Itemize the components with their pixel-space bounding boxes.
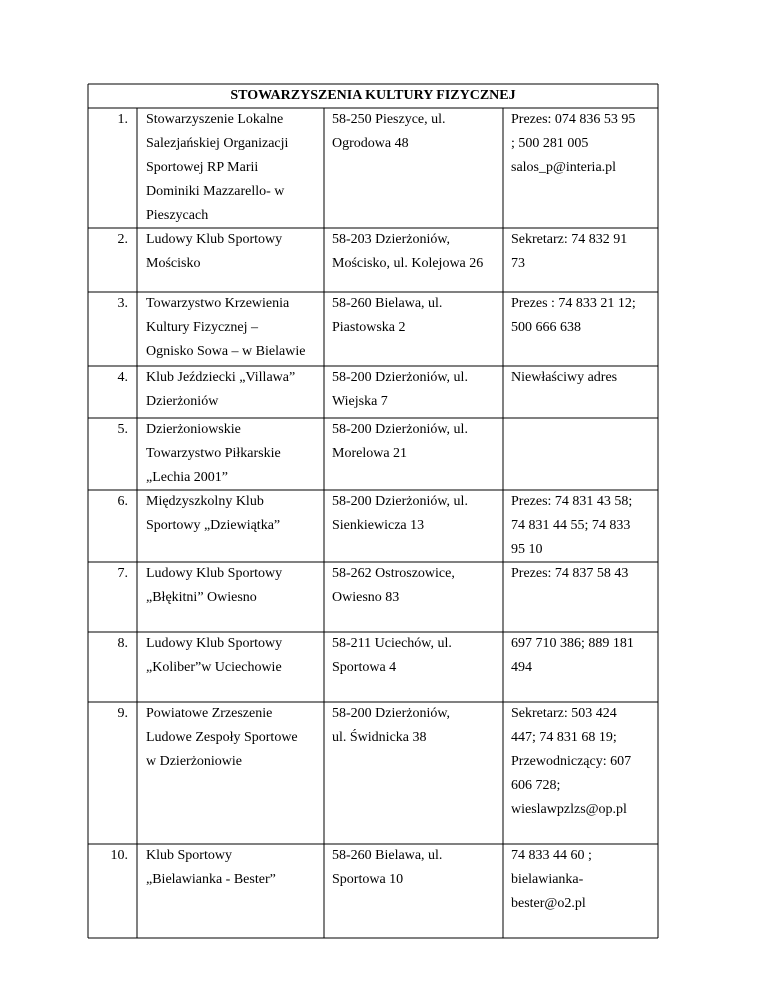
organization-name-line: Ludowe Zespoły Sportowe <box>146 730 298 745</box>
contact-line: 606 728; <box>511 778 561 793</box>
organization-name-line: Międzyszkolny Klub <box>146 494 264 509</box>
contact-line: 697 710 386; 889 181 <box>511 636 634 651</box>
contact-line: Sekretarz: 74 832 91 <box>511 232 628 247</box>
organization-name-line: Ludowy Klub Sportowy <box>146 636 283 651</box>
address-line: 58-260 Bielawa, ul. <box>332 296 443 311</box>
address-line: 58-250 Pieszyce, ul. <box>332 112 446 127</box>
row-number: 10. <box>110 848 128 863</box>
contact-email[interactable]: salos_p@interia.pl <box>511 160 617 175</box>
organization-name-line: Stowarzyszenie Lokalne <box>146 112 284 127</box>
contact-line: Sekretarz: 503 424 <box>511 706 617 721</box>
organization-name-line: Ludowy Klub Sportowy <box>146 566 283 581</box>
address-line: 58-260 Bielawa, ul. <box>332 848 443 863</box>
address-line: 58-211 Uciechów, ul. <box>332 636 452 651</box>
organization-name-line: Dzierżoniowskie <box>146 422 241 437</box>
contact-line: 494 <box>511 660 532 675</box>
address-line: 58-200 Dzierżoniów, ul. <box>332 370 468 385</box>
contact-line: Prezes: 74 837 58 43 <box>511 566 629 581</box>
row-number: 2. <box>117 232 128 247</box>
address-line: Sportowa 10 <box>332 872 404 887</box>
contact-line: bielawianka- <box>511 872 584 887</box>
row-number: 1. <box>117 112 128 127</box>
row-number: 6. <box>117 494 128 509</box>
organization-name-line: Towarzystwo Krzewienia <box>146 296 290 311</box>
address-line: 58-200 Dzierżoniów, ul. <box>332 422 468 437</box>
row-number: 8. <box>117 636 128 651</box>
address-line: 58-203 Dzierżoniów, <box>332 232 451 247</box>
organization-name-line: Salezjańskiej Organizacji <box>146 136 289 151</box>
address-line: Sienkiewicza 13 <box>332 518 425 533</box>
organization-name-line: Klub Jeździecki „Villawa” <box>146 370 296 385</box>
address-line: Mościsko, ul. Kolejowa 26 <box>332 256 484 271</box>
contact-line: 74 833 44 60 ; <box>511 848 592 863</box>
row-number: 5. <box>117 422 128 437</box>
address-line: ul. Świdnicka 38 <box>332 730 427 745</box>
contact-email[interactable]: wieslawpzlzs@op.pl <box>511 802 627 817</box>
table-title: STOWARZYSZENIA KULTURY FIZYCZNEJ <box>230 88 516 103</box>
contact-line: 95 10 <box>511 542 543 557</box>
address-line: Morelowa 21 <box>332 446 408 461</box>
contact-line: 73 <box>511 256 525 271</box>
contact-line: ; 500 281 005 <box>511 136 589 151</box>
organization-name-line: Mościsko <box>146 256 201 271</box>
contact-line: 447; 74 831 68 19; <box>511 730 617 745</box>
organization-name-line: Klub Sportowy <box>146 848 232 863</box>
contact-line: Przewodniczący: 607 <box>511 754 632 769</box>
address-line: Wiejska 7 <box>332 394 388 409</box>
organization-name-line: „Błękitni” Owiesno <box>146 590 257 605</box>
organization-name-line: Towarzystwo Piłkarskie <box>146 446 281 461</box>
organization-name-line: Pieszycach <box>146 208 209 223</box>
organization-name-line: w Dzierżoniowie <box>146 754 243 769</box>
contact-line: 74 831 44 55; 74 833 <box>511 518 631 533</box>
row-number: 9. <box>117 706 128 721</box>
row-number: 3. <box>117 296 128 311</box>
organization-name-line: Powiatowe Zrzeszenie <box>146 706 273 721</box>
contact-line: 500 666 638 <box>511 320 581 335</box>
address-line: 58-200 Dzierżoniów, ul. <box>332 494 468 509</box>
contact-line: Prezes: 74 831 43 58; <box>511 494 633 509</box>
contact-line: Niewłaściwy adres <box>511 370 618 385</box>
organization-name-line: „Lechia 2001” <box>146 470 229 485</box>
address-line: Ogrodowa 48 <box>332 136 409 151</box>
organization-name-line: Ognisko Sowa – w Bielawie <box>146 344 306 359</box>
address-line: Piastowska 2 <box>332 320 406 335</box>
row-number: 7. <box>117 566 128 581</box>
row-number: 4. <box>117 370 128 385</box>
address-line: Owiesno 83 <box>332 590 400 605</box>
address-line: 58-262 Ostroszowice, <box>332 566 455 581</box>
organization-name-line: „Bielawianka - Bester” <box>146 872 276 887</box>
contact-line: Prezes : 74 833 21 12; <box>511 296 636 311</box>
contact-email[interactable]: bester@o2.pl <box>511 896 586 911</box>
organization-name-line: Sportowy „Dziewiątka” <box>146 518 281 533</box>
contact-line: Prezes: 074 836 53 95 <box>511 112 636 127</box>
organization-name-line: Kultury Fizycznej – <box>146 320 258 335</box>
address-line: 58-200 Dzierżoniów, <box>332 706 451 721</box>
organization-name-line: Sportowej RP Marii <box>146 160 259 175</box>
address-line: Sportowa 4 <box>332 660 397 675</box>
organization-name-line: Dominiki Mazzarello- w <box>146 184 285 199</box>
organization-name-line: Ludowy Klub Sportowy <box>146 232 283 247</box>
organization-name-line: „Koliber”w Uciechowie <box>146 660 282 675</box>
organization-name-line: Dzierżoniów <box>146 394 219 409</box>
